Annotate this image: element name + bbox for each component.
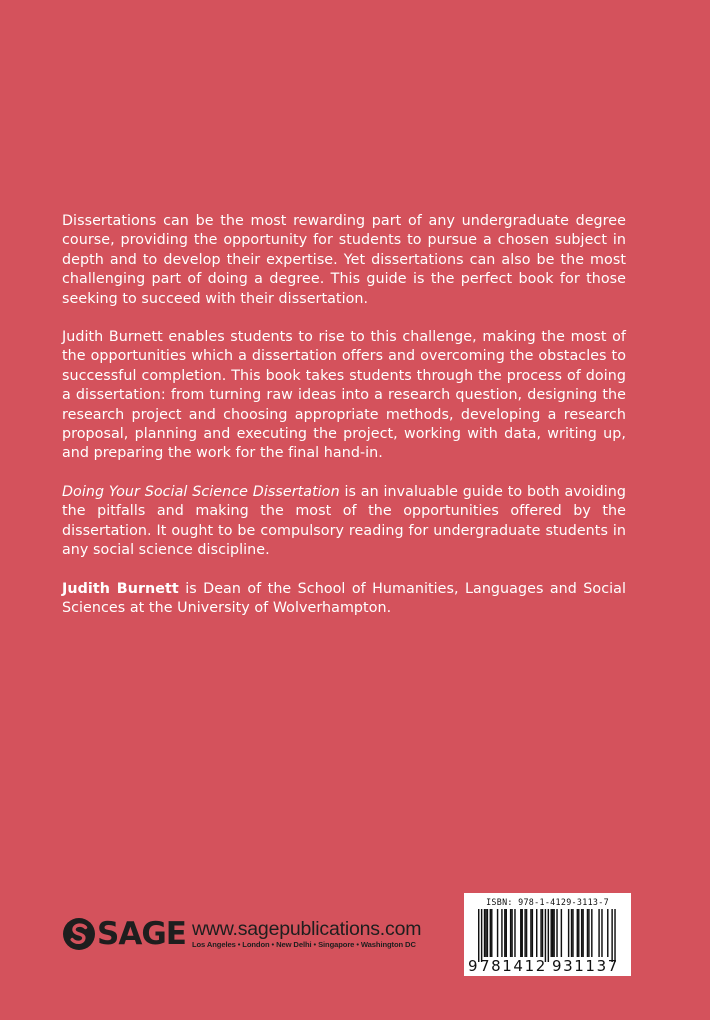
barcode-bar [591,909,592,957]
barcode-bar [484,909,485,957]
barcode-digits-left: 781412 [480,957,547,975]
barcode-guard-bar [478,909,479,962]
blurb-paragraph-endorsement [62,483,626,561]
barcode-bar [588,909,589,957]
barcode-digits-right: 931137 [552,957,619,975]
barcode-bar [497,909,498,957]
blurb-paragraph-intro: Dissertations can be the most rewarding part of any undergraduate degree course, providing the opportunity for students to pursue a chosen subject in depth and to develop their expertise. Yet dissertations can also be the most challenging part of doing a degree. This guide is the perfect book for those seeking to succeed with their dissertation. [62,213,626,307]
barcode-bar [572,909,573,957]
barcode-bar [524,909,525,957]
barcode-bar [536,909,537,957]
barcode-bar [540,909,541,957]
barcode-guard-bar [614,909,615,962]
barcode-digits [464,957,631,975]
barcode-guard-bar [611,909,612,962]
barcode-guard-bar [545,909,546,962]
barcode-bar [578,909,579,957]
barcode-bar [581,909,582,957]
barcode-bar [520,909,521,957]
barcode-bar [582,909,583,957]
publisher-url: www.sagepublications.com [191,918,422,940]
barcode-guard-bar [548,909,549,962]
barcode-bar [542,909,543,957]
endorsement-text: is an invaluable guide to both avoiding the pitfalls and making the most of the opportunities offered by the dissertation. It ought to be compulsory reading for undergraduate students in any social science discipline. [62,483,626,559]
book-title: Doing Your Social Science Dissertation [62,483,340,500]
barcode-digit-first: 9 [468,957,478,975]
barcode-bar [487,909,488,957]
barcode-bar [553,909,554,957]
isbn-label: ISBN: 978-1-4129-3113-7 [486,897,609,907]
barcode-bar [490,909,491,957]
barcode-bar [532,909,533,957]
back-cover-blurb [62,212,626,618]
sage-wordmark: SAGE [97,916,186,952]
sage-logo [62,917,186,951]
barcode-bar [551,909,552,957]
blurb-paragraph-author-bio [62,580,626,619]
barcode-bar [556,909,557,957]
blurb-paragraph-overview: Judith Burnett enables students to rise to this challenge, making the most of the opportunities which a dissertation offers and overcoming the obstacles to successful completion. This book takes students through the process of doing a dissertation: from turning raw ideas into a research question, designing the research project and choosing appropriate methods, developing a research proposal, planning and executing the project, working with data, writing up, and preparing the work for the final hand-in. [62,329,626,462]
barcode-bar [485,909,486,957]
publisher-block [62,912,421,956]
barcode-bar [568,909,569,957]
barcode-bar [526,909,527,957]
barcode-bar [522,909,523,957]
publisher-cities: Los Angeles • London • New Delhi • Singapore • Washington DC [191,940,416,949]
barcode-bar [587,909,588,957]
barcode-bar [501,909,502,957]
barcode-bar [510,909,511,957]
author-name: Judith Burnett [62,580,179,597]
barcode-guard-bar [481,909,482,962]
barcode-bar [571,909,572,957]
barcode-bar [514,909,515,957]
barcode-bar [601,909,602,957]
barcode-bar [504,909,505,957]
publisher-info [192,918,421,950]
barcode-bar [506,909,507,957]
barcode-bar [511,909,512,957]
barcode-bar [491,909,492,957]
author-bio-text: is Dean of the School of Humanities, Languages and Social Sciences at the University of Wolverhampton. [62,580,626,616]
barcode-bar [598,909,599,957]
barcode-bar [552,909,553,957]
barcode-bar [577,909,578,957]
sage-s-circle-icon [62,917,96,951]
barcode-bar [530,909,531,957]
barcode-bar [561,909,562,957]
barcode-bar [607,909,608,957]
isbn-barcode [464,893,631,976]
